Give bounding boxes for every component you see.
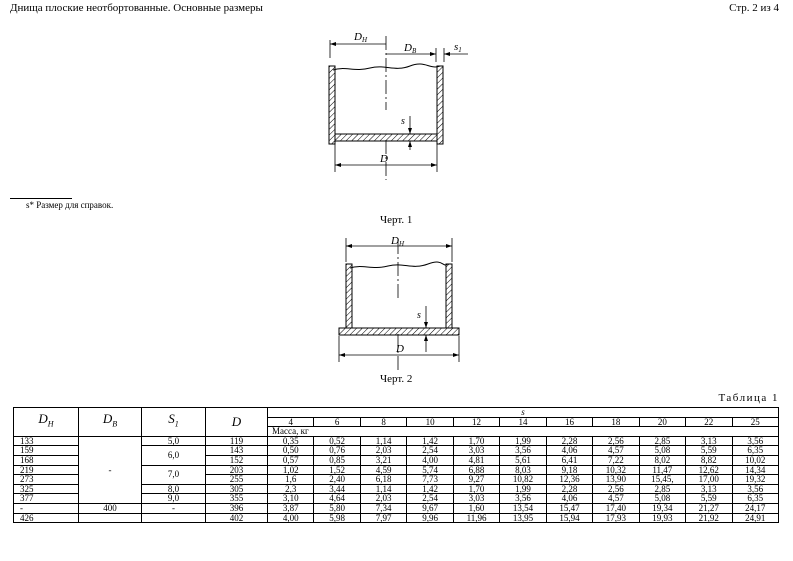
cell-mass: 5,08 — [639, 494, 685, 504]
cell-mass: 12,36 — [546, 475, 592, 485]
table-caption: Таблица 1 — [718, 392, 779, 404]
cell-mass: 4,59 — [360, 465, 406, 475]
cell-s1: 6,0 — [142, 446, 206, 465]
d2-s-label: s — [417, 310, 421, 321]
cell-mass: 3,44 — [314, 484, 360, 494]
d1-s1-label: s — [454, 41, 459, 53]
cell-dv-merged: - — [79, 436, 142, 503]
cell-mass: 4,06 — [546, 446, 592, 456]
cell-mass: 13,95 — [500, 513, 546, 523]
cell-mass: 1,99 — [500, 484, 546, 494]
cell-mass: 0,52 — [314, 436, 360, 446]
d2-dn-sub: Н — [398, 240, 405, 248]
header-dv: $D_В$ — [79, 408, 142, 437]
cell-mass: 8,03 — [500, 465, 546, 475]
cell-mass: 17,93 — [593, 513, 639, 523]
cell-mass: 9,18 — [546, 465, 592, 475]
header-mass: Масса, кг — [268, 427, 779, 437]
cell-mass: 15,94 — [546, 513, 592, 523]
cell-mass: 0,35 — [268, 436, 314, 446]
cell-mass: 4,64 — [314, 494, 360, 504]
cell-dv — [79, 513, 142, 523]
cell-mass: 7,97 — [360, 513, 406, 523]
cell-mass: 2,28 — [546, 436, 592, 446]
cell-mass: 7,34 — [360, 503, 406, 513]
cell-mass: 2,54 — [407, 446, 453, 456]
cell-mass: 3,21 — [360, 455, 406, 465]
cell-d: 402 — [206, 513, 268, 523]
cell-mass: 5,59 — [686, 446, 732, 456]
cell-mass: 2,28 — [546, 484, 592, 494]
cell-mass: 15,45, — [639, 475, 685, 485]
cell-d: 152 — [206, 455, 268, 465]
cell-dn: 168 — [14, 455, 79, 465]
cell-mass: 13,90 — [593, 475, 639, 485]
cell-mass: 17,00 — [686, 475, 732, 485]
cell-s1: 7,0 — [142, 465, 206, 484]
cell-mass: 15,47 — [546, 503, 592, 513]
cell-mass: 4,57 — [593, 494, 639, 504]
cell-mass: 2,03 — [360, 446, 406, 456]
cell-mass: 11,47 — [639, 465, 685, 475]
cell-mass: 10,02 — [732, 455, 778, 465]
cell-dn: 377 — [14, 494, 79, 504]
cell-mass: 2,03 — [360, 494, 406, 504]
cell-mass: 21,92 — [686, 513, 732, 523]
cell-mass: 11,96 — [453, 513, 499, 523]
cell-dn: 426 — [14, 513, 79, 523]
cell-mass: 10,32 — [593, 465, 639, 475]
cell-dn: 159 — [14, 446, 79, 456]
cell-d: 255 — [206, 475, 268, 485]
s-value-header: 18 — [593, 417, 639, 427]
svg-text:DН — [390, 235, 405, 248]
cell-mass: 5,61 — [500, 455, 546, 465]
cell-mass: 1,60 — [453, 503, 499, 513]
cell-mass: 2,54 — [407, 494, 453, 504]
header-s: s — [268, 408, 779, 418]
cell-mass: 1,6 — [268, 475, 314, 485]
cell-mass: 3,10 — [268, 494, 314, 504]
cell-mass: 19,93 — [639, 513, 685, 523]
cell-mass: 4,57 — [593, 446, 639, 456]
cell-mass: 21,27 — [686, 503, 732, 513]
s-value-header: 8 — [360, 417, 406, 427]
header-d: D — [206, 408, 268, 437]
cell-mass: 12,62 — [686, 465, 732, 475]
cell-mass: 24,91 — [732, 513, 778, 523]
cell-mass: 5,80 — [314, 503, 360, 513]
header-s1: $S_1$ — [142, 408, 206, 437]
s-value-header: 25 — [732, 417, 778, 427]
cell-d: 305 — [206, 484, 268, 494]
d1-d-label: D — [380, 153, 388, 165]
cell-mass: 3,13 — [686, 484, 732, 494]
header-dn: $D_Н$ — [14, 408, 79, 437]
cell-mass: 1,70 — [453, 484, 499, 494]
s-value-header: 14 — [500, 417, 546, 427]
cell-mass: 2,3 — [268, 484, 314, 494]
d2-dn-label: D — [391, 235, 399, 247]
cell-mass: 7,73 — [407, 475, 453, 485]
cell-dv: 400 — [79, 503, 142, 513]
cell-mass: 17,40 — [593, 503, 639, 513]
cell-mass: 3,03 — [453, 494, 499, 504]
cell-mass: 2,56 — [593, 436, 639, 446]
cell-d: 119 — [206, 436, 268, 446]
cell-mass: 3,87 — [268, 503, 314, 513]
cell-mass: 1,70 — [453, 436, 499, 446]
s-value-header: 4 — [268, 417, 314, 427]
cell-mass: 6,35 — [732, 494, 778, 504]
d1-dn-sub: Н — [361, 36, 368, 44]
cell-mass: 1,02 — [268, 465, 314, 475]
d1-dv-sub: В — [411, 47, 417, 55]
cell-mass: 2,85 — [639, 484, 685, 494]
cell-mass: 9,67 — [407, 503, 453, 513]
cell-mass: 4,81 — [453, 455, 499, 465]
cell-dn: 273 — [14, 475, 79, 485]
cell-mass: 0,76 — [314, 446, 360, 456]
cell-mass: 3,56 — [500, 446, 546, 456]
d1-s1-sub: 1 — [458, 46, 462, 54]
cell-s1: 8,0 — [142, 484, 206, 494]
cell-mass: 24,17 — [732, 503, 778, 513]
cell-mass: 8,82 — [686, 455, 732, 465]
d2-d-label: D — [396, 343, 404, 355]
cell-mass: 5,74 — [407, 465, 453, 475]
s-value-header: 12 — [453, 417, 499, 427]
cell-dn: 325 — [14, 484, 79, 494]
cell-mass: 3,13 — [686, 436, 732, 446]
cell-mass: 9,27 — [453, 475, 499, 485]
cell-d: 143 — [206, 446, 268, 456]
cell-mass: 6,18 — [360, 475, 406, 485]
cell-mass: 1,42 — [407, 436, 453, 446]
cell-mass: 3,56 — [732, 484, 778, 494]
s-value-header: 10 — [407, 417, 453, 427]
footnote: s* Размер для справок. — [26, 200, 114, 210]
cell-mass: 0,85 — [314, 455, 360, 465]
d1-s-label: s — [401, 116, 405, 127]
cell-mass: 1,14 — [360, 436, 406, 446]
cell-mass: 3,03 — [453, 446, 499, 456]
cell-mass: 1,14 — [360, 484, 406, 494]
cell-mass: 10,82 — [500, 475, 546, 485]
page-number: Стр. 2 из 4 — [729, 2, 779, 14]
cell-mass: 6,35 — [732, 446, 778, 456]
s-value-header: 22 — [686, 417, 732, 427]
cell-mass: 5,59 — [686, 494, 732, 504]
cell-mass: 8,02 — [639, 455, 685, 465]
cell-mass: 9,96 — [407, 513, 453, 523]
cell-mass: 14,34 — [732, 465, 778, 475]
cell-mass: 3,56 — [500, 494, 546, 504]
cell-s1: 5,0 — [142, 436, 206, 446]
cell-mass: 2,85 — [639, 436, 685, 446]
cell-dn: - — [14, 503, 79, 513]
cell-mass: 5,08 — [639, 446, 685, 456]
cell-mass: 1,99 — [500, 436, 546, 446]
cell-mass: 6,41 — [546, 455, 592, 465]
table-row — [14, 513, 779, 523]
s-value-header: 6 — [314, 417, 360, 427]
cell-mass: 0,57 — [268, 455, 314, 465]
cell-s1: 9,0 — [142, 494, 206, 504]
d1-dn-label: D — [354, 31, 362, 43]
cell-d: 396 — [206, 503, 268, 513]
cell-d: 203 — [206, 465, 268, 475]
cell-d: 355 — [206, 494, 268, 504]
cell-dn: 219 — [14, 465, 79, 475]
cell-s1: - — [142, 503, 206, 513]
drawing-2-caption: Черт. 2 — [380, 373, 413, 385]
cell-mass: 4,00 — [268, 513, 314, 523]
cell-mass: 3,56 — [732, 436, 778, 446]
cell-mass: 19,32 — [732, 475, 778, 485]
cell-s1 — [142, 513, 206, 523]
d1-dv-label: D — [404, 42, 412, 54]
table-row — [14, 503, 779, 513]
cell-mass: 13,54 — [500, 503, 546, 513]
dimensions-table — [13, 407, 779, 523]
cell-mass: 19,34 — [639, 503, 685, 513]
cell-mass: 7,22 — [593, 455, 639, 465]
cell-dn: 133 — [14, 436, 79, 446]
document-title: Днища плоские неотбортованные. Основные размеры — [10, 2, 263, 14]
s-value-header: 20 — [639, 417, 685, 427]
cell-mass: 4,00 — [407, 455, 453, 465]
cell-mass: 2,56 — [593, 484, 639, 494]
cell-mass: 4,06 — [546, 494, 592, 504]
drawing-1-caption: Черт. 1 — [380, 214, 413, 226]
cell-mass: 6,88 — [453, 465, 499, 475]
cell-mass: 5,98 — [314, 513, 360, 523]
cell-mass: 1,52 — [314, 465, 360, 475]
s-value-header: 16 — [546, 417, 592, 427]
cell-mass: 0,50 — [268, 446, 314, 456]
cell-mass: 2,40 — [314, 475, 360, 485]
cell-mass: 1,42 — [407, 484, 453, 494]
